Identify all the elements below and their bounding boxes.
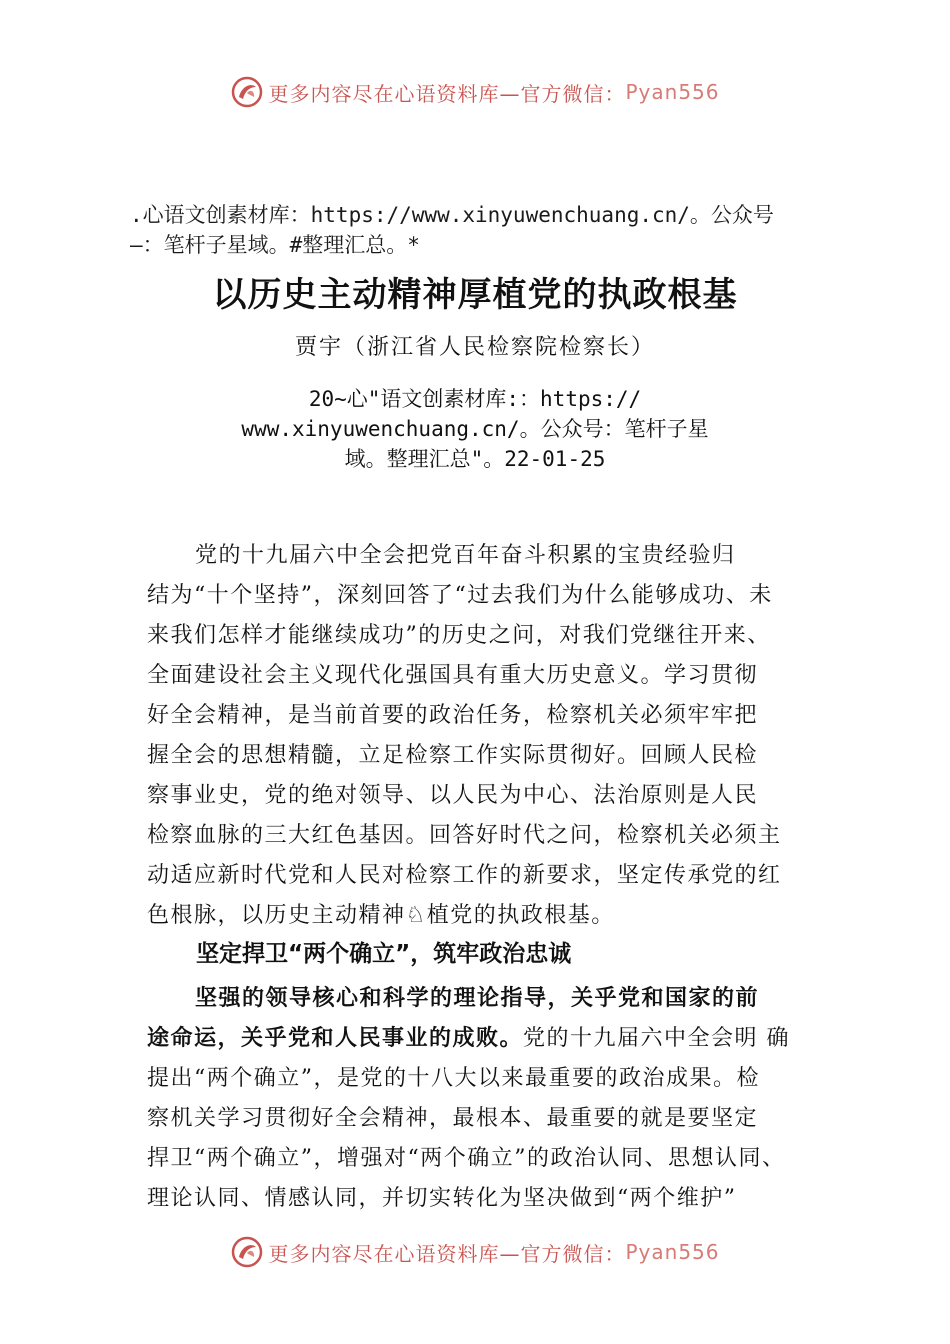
paragraph-line: 动适应新时代党和人民对检察工作的新要求，坚定传承党的红 <box>147 863 782 888</box>
paragraph-line: 握全会的思想精髓，立足检察工作实际贯彻好。回顾人民检 <box>147 743 759 768</box>
paragraph-line: 结为“十个坚持”，深刻回答了“过去我们为什么能够成功、未 <box>147 583 773 608</box>
source-note <box>130 200 850 260</box>
flower-logo-icon <box>230 1235 264 1269</box>
paragraph-line: 察机关学习贯彻好全会精神，最根本、最重要的就是要坚定 <box>147 1106 759 1131</box>
paragraph-bold-line: 坚强的领导核心和科学的理论指导，关乎党和国家的前 <box>195 985 760 1011</box>
source-note-line: —：笔杆子星域。#整理汇总。* <box>130 233 420 257</box>
banner-text: 更多内容尽在心语资料库—官方微信： <box>268 1241 626 1266</box>
section-heading: 坚定捍卫“两个确立”，筑牢政治忠诚 <box>196 941 572 967</box>
banner-text: 更多内容尽在心语资料库—官方微信： <box>268 81 626 106</box>
paragraph-1 <box>147 536 817 936</box>
header-banner <box>0 72 950 112</box>
article-title: 以历史主动精神厚植党的执政根基 <box>212 275 738 315</box>
paragraph-2 <box>147 978 817 1219</box>
paragraph-bold-line: 途命运，关乎党和人民事业的成败。 <box>147 1025 524 1051</box>
banner-wechat-id: Pyan556 <box>625 1240 720 1264</box>
paragraph-line: 捍卫“两个确立”，增强对“两个确立”的政治认同、思想认同、 <box>147 1146 786 1171</box>
paragraph-line: 来我们怎样才能继续成功”的历史之问，对我们党继往开来、 <box>147 623 771 648</box>
paragraph-line: 党的十九届六中全会把党百年奋斗积累的宝贵经验归 <box>195 543 736 568</box>
date-source-block <box>200 384 750 474</box>
banner-wechat-id: Pyan556 <box>625 80 720 104</box>
paragraph-line: 好全会精神，是当前首要的政治任务，检察机关必须牢牢把 <box>147 703 759 728</box>
paragraph-line: 党的十九届六中全会明 确 <box>523 1026 791 1051</box>
paragraph-line: 色根脉，以历史主动精神♘植党的执政根基。 <box>147 903 615 928</box>
footer-banner <box>0 1232 950 1272</box>
date-line: 20~心"语文创素材库:：https:// <box>308 387 642 411</box>
paragraph-line: 提出“两个确立”，是党的十八大以来最重要的政治成果。检 <box>147 1066 760 1091</box>
date-line: www.xinyuwenchuang.cn/。公众号：笔杆子星 <box>241 417 709 441</box>
source-note-line: .心语文创素材库：https://www.xinyuwenchuang.cn/。公众号 <box>130 203 774 227</box>
paragraph-line: 察事业史，党的绝对领导、以人民为中心、法治原则是人民 <box>147 783 759 808</box>
flower-logo-icon <box>230 75 264 109</box>
paragraph-line: 全面建设社会主义现代化强国具有重大历史意义。学习贯彻 <box>147 663 759 688</box>
author-line: 贾宇（浙江省人民检察院检察长） <box>294 335 655 360</box>
paragraph-line: 检察血脉的三大红色基因。回答好时代之问，检察机关必须主 <box>147 823 782 848</box>
date-line: 域。整理汇总"。22-01-25 <box>344 447 606 471</box>
paragraph-line: 理论认同、情感认同，并切实转化为坚决做到“两个维护” <box>147 1186 737 1211</box>
